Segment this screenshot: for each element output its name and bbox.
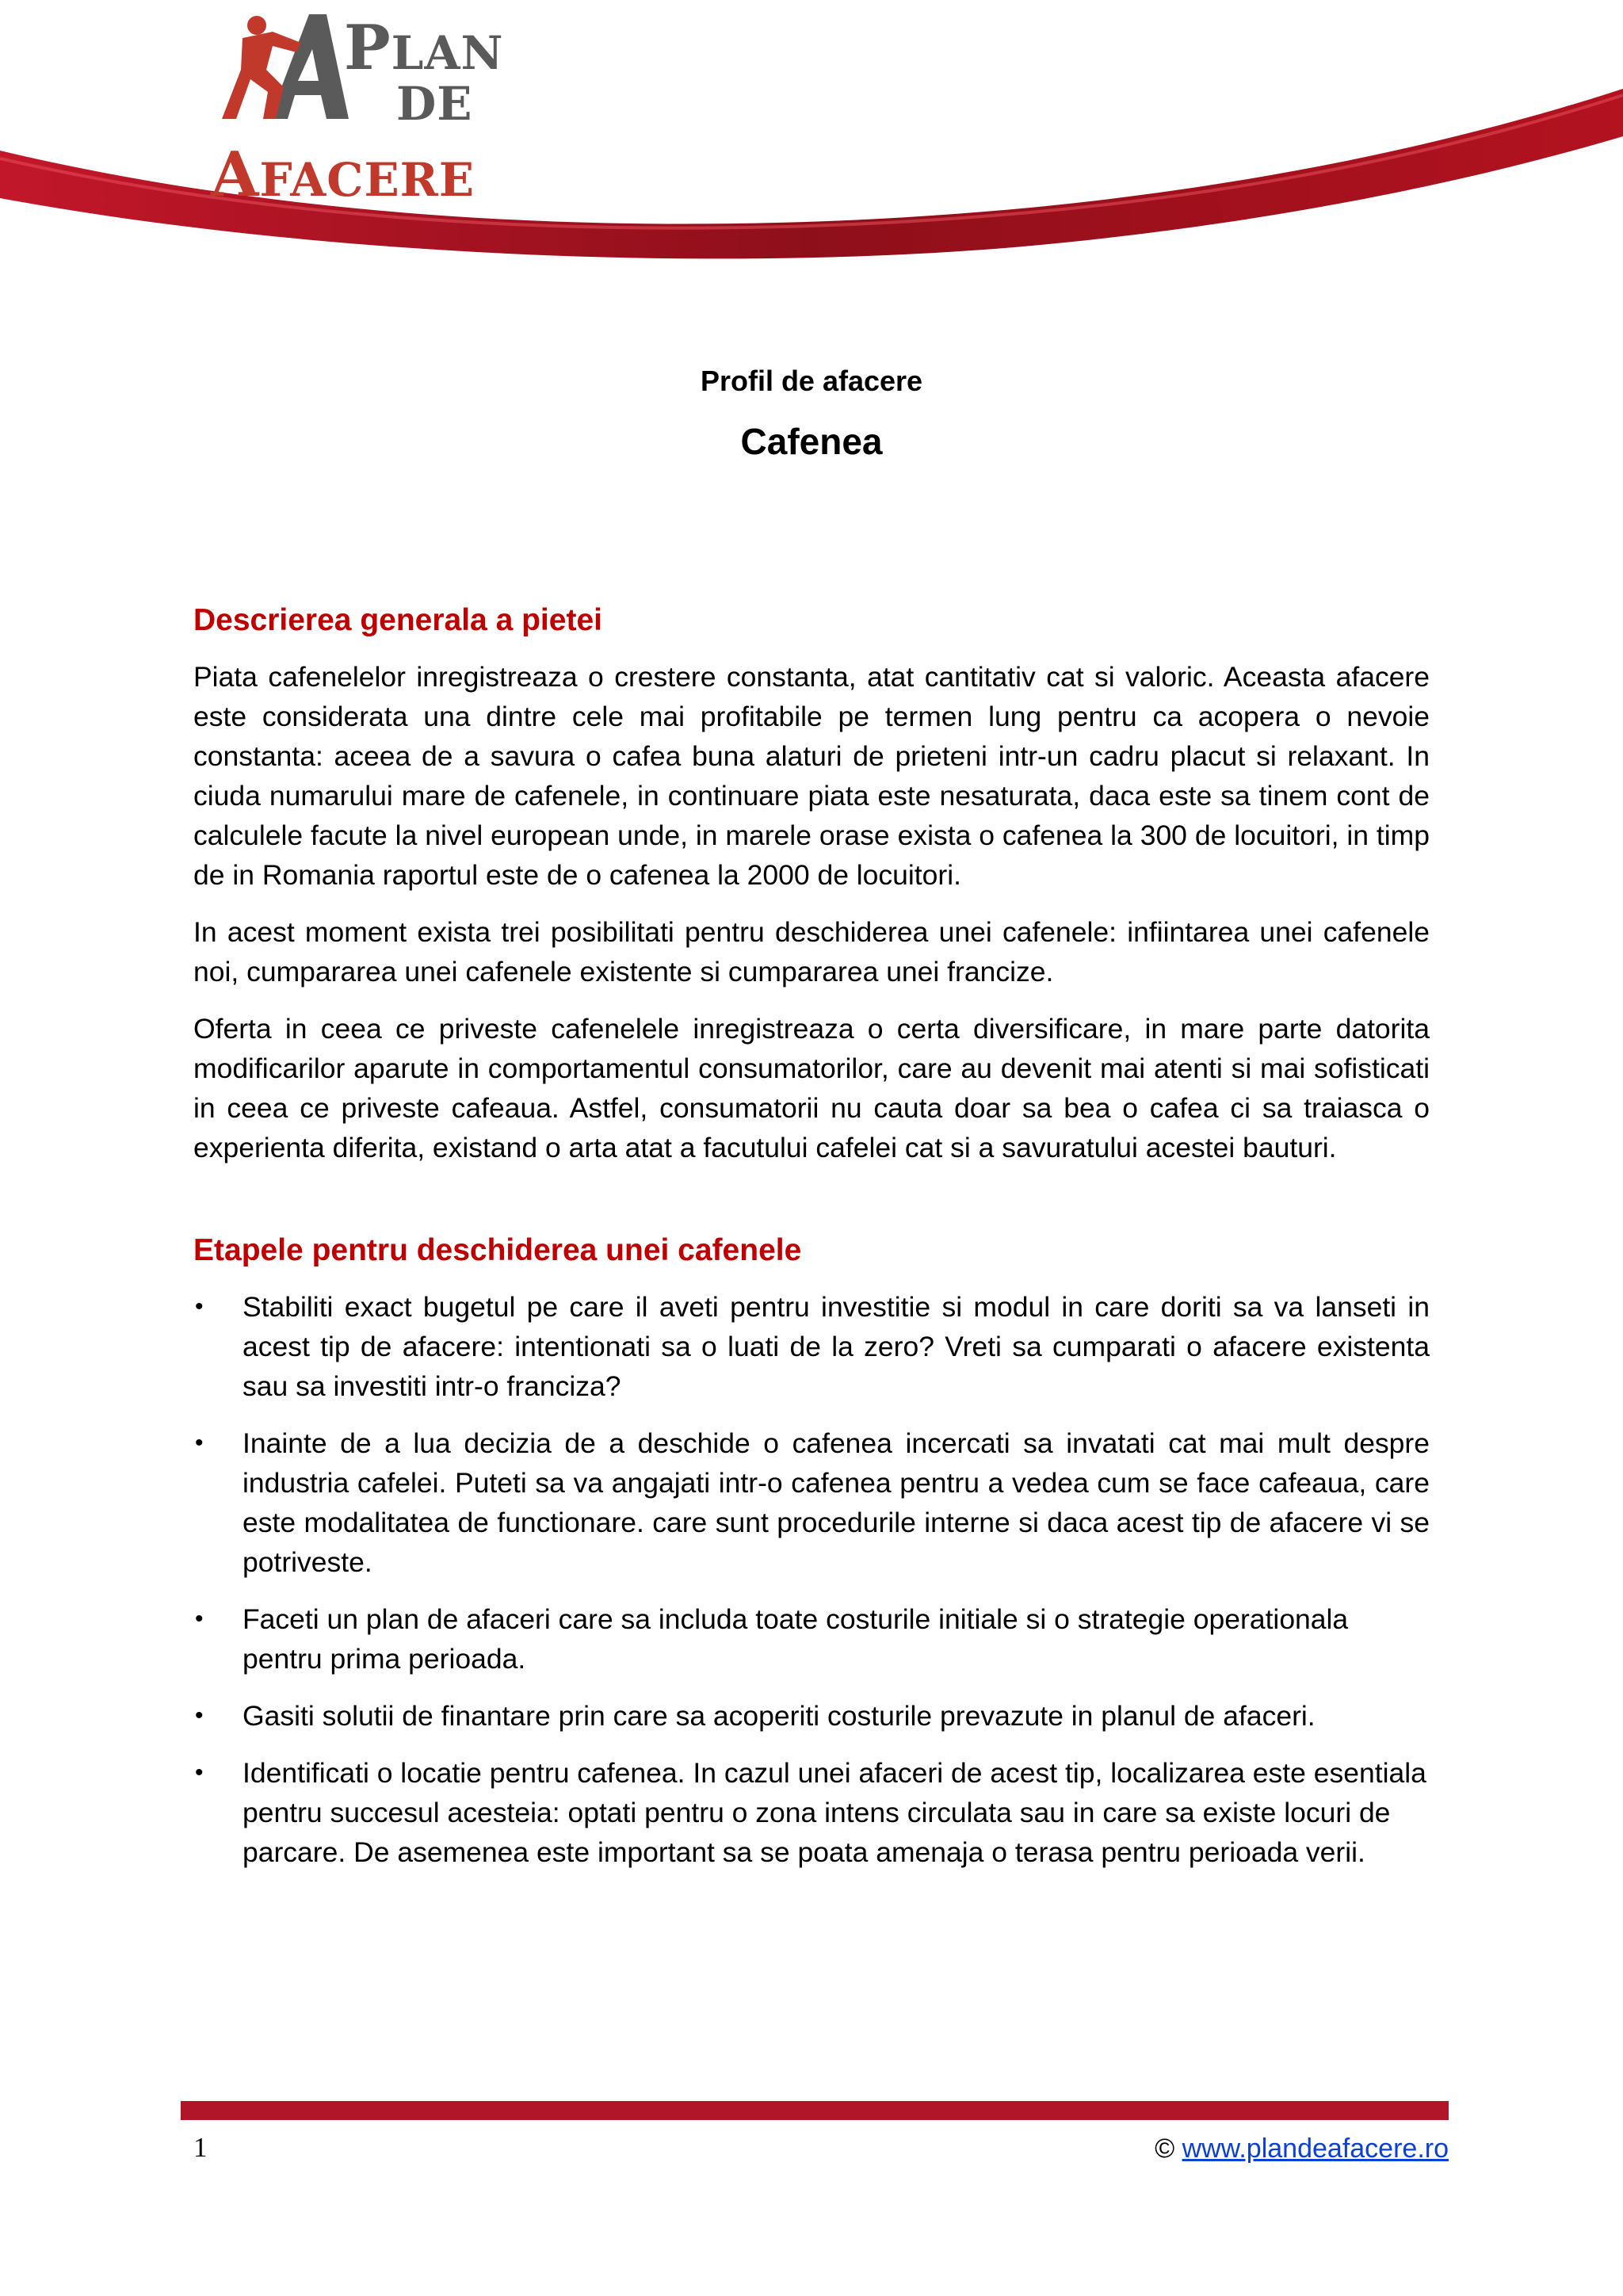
list-item [193,1287,1430,1406]
document-content [193,602,1430,1889]
footer-divider-bar [181,2101,1449,2120]
list-item-text: Inainte de a lua decizia de a deschide o cafenea incercati sa invatati cat mai mult despre industria cafelei. Puteti sa va angajati intr-o cafenea pentru a vedea cum se face cafeaua, care este modalitatea de functionare. care sunt procedurile interne si daca acest tip de afacere vi se potriveste. [242,1427,1430,1578]
list-item [193,1423,1430,1582]
list-item [193,1696,1430,1736]
list-item [193,1599,1430,1679]
logo-word-de: DE [396,77,473,131]
paragraph: Piata cafenelelor inregistreaza o crestere constanta, atat cantitativ cat si valoric. Aceasta afacere este considerata una dintre cele mai profitabile pe termen lung pentru ca acopera o nevoie constanta: aceea de a savura o cafea buna alaturi de prieteni intr-un cadru placut si relaxant. In ciuda numarului mare de cafenele, in continuare piata este nesaturata, daca este sa tinem cont de calculele facute la nivel european unde, in marele orase exista o cafenea la 300 de locuitori, in timp de in Romania raportul este de o cafenea la 2000 de locuitori. [193,660,1430,891]
paragraph: In acest moment exista trei posibilitati pentru deschiderea unei cafenele: infiintarea unei cafenele noi, cumpararea unei cafenele existente si cumpararea unei francize. [193,915,1430,988]
pushing-figure-logo-icon [208,8,358,127]
bullet-icon: • [195,1759,204,1786]
document-kicker: Profil de afacere [700,365,923,397]
bullet-icon: • [195,1605,204,1632]
list-item-text: Identificati o locatie pentru cafenea. In cazul unei afaceri de acest tip, localizarea este esentiala pentru succesul acesteia: optati pentru o zona intens circulata sau in care sa existe locuri de parcare. De asemenea este important sa se poata amenaja o terasa pentru perioada verii. [242,1756,1426,1868]
logo-word-plan: PLAN [344,12,504,84]
section-heading: Descrierea generala a pietei [193,603,602,637]
website-link[interactable]: www.plandeafacere.ro [1182,2134,1449,2164]
list-item-text: Faceti un plan de afaceri care sa includa toate costurile initiale si o strategie operationala pentru prima perioada. [242,1603,1349,1675]
list-item-text: Stabiliti exact bugetul pe care il aveti pentru investitie si modul in care doriti sa va lanseti in acest tip de afacere: intentionati sa o luati de la zero? Vreti sa cumparati o afacere existenta sau sa investiti intr-o franciza? [242,1290,1430,1402]
footer-copyright [1155,2134,1449,2164]
logo-word-afacere: AFACERE [211,139,475,211]
section-opening-steps [193,1232,1430,1872]
copyright-icon: © [1155,2134,1175,2164]
paragraph: Oferta in ceea ce priveste cafenelele inregistreaza o certa diversificare, in mare parte datorita modificarilor aparute in comportamentul consumatorilor, care au devenit mai atenti si mai sofisticati in ceea ce priveste cafeaua. Astfel, consumatorii nu cauta doar sa bea o cafea ci sa traiasca o experienta diferita, existand o arta atat a facutului cafelei cat si a savuratului acestei bauturi. [193,1012,1430,1163]
section-heading: Etapele pentru deschiderea unei cafenele [193,1232,802,1267]
bullet-icon: • [195,1293,204,1320]
bullet-icon: • [195,1702,204,1729]
list-item-text: Gasiti solutii de finantare prin care sa acoperiti costurile prevazute in planul de afaceri. [242,1699,1316,1732]
bullet-icon: • [195,1429,204,1456]
list-item [193,1753,1430,1872]
steps-list [193,1287,1430,1872]
section-market-description [193,602,1430,1167]
plan-de-afacere-logo[interactable] [208,8,540,211]
document-title: Cafenea [740,421,883,462]
page-number: 1 [193,2132,208,2163]
